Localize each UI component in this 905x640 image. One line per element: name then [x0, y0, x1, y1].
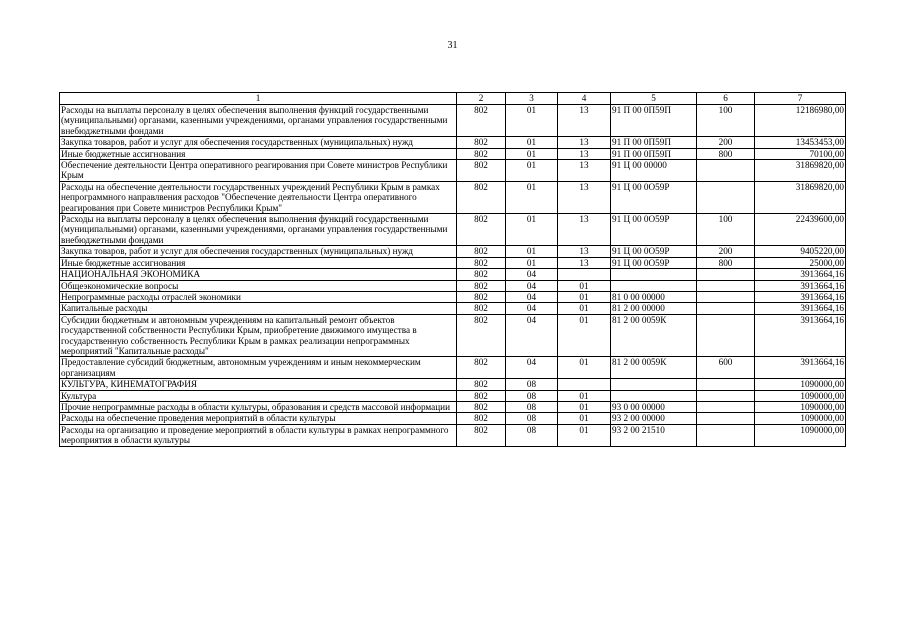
- amount: 1090000,00: [755, 424, 846, 446]
- table-row: [60, 413, 846, 424]
- table-row: [60, 160, 846, 182]
- subsection-code: 01: [558, 280, 611, 291]
- amount: 3913664,16: [755, 357, 846, 379]
- ministry-code: 802: [457, 357, 506, 379]
- target-article-code: [611, 390, 697, 401]
- ministry-code: 802: [457, 269, 506, 280]
- amount: 22439600,00: [755, 214, 846, 246]
- ministry-code: 802: [457, 314, 506, 357]
- row-description: Иные бюджетные ассигнования: [60, 257, 457, 268]
- expense-type-code: [697, 269, 755, 280]
- amount: 1090000,00: [755, 390, 846, 401]
- budget-table: [59, 92, 846, 447]
- row-description: Общеэкономические вопросы: [60, 280, 457, 291]
- subsection-code: 13: [558, 160, 611, 182]
- expense-type-code: [697, 379, 755, 390]
- subsection-code: 01: [558, 291, 611, 302]
- row-description: Культура: [60, 390, 457, 401]
- amount: 3913664,16: [755, 314, 846, 357]
- section-code: 04: [506, 291, 558, 302]
- ministry-code: 802: [457, 413, 506, 424]
- row-description: Расходы на обеспечение проведения мероприятий в области культуры: [60, 413, 457, 424]
- row-description: Иные бюджетные ассигнования: [60, 148, 457, 159]
- amount: 31869820,00: [755, 160, 846, 182]
- amount: 3913664,16: [755, 291, 846, 302]
- subsection-code: 01: [558, 303, 611, 314]
- table-row: [60, 257, 846, 268]
- subsection-code: 01: [558, 424, 611, 446]
- subsection-code: 01: [558, 401, 611, 412]
- expense-type-code: [697, 314, 755, 357]
- section-code: 08: [506, 379, 558, 390]
- row-description: Прочие непрограммные расходы в области культуры, образования и средств массовой информации: [60, 401, 457, 412]
- column-header: 1: [60, 93, 457, 105]
- subsection-code: 13: [558, 214, 611, 246]
- table-row: [60, 401, 846, 412]
- target-article-code: 91 П 00 0П59П: [611, 105, 697, 137]
- target-article-code: 93 2 00 21510: [611, 424, 697, 446]
- table-row: [60, 137, 846, 148]
- column-header: 5: [611, 93, 697, 105]
- expense-type-code: [697, 401, 755, 412]
- section-code: 01: [506, 181, 558, 213]
- expense-type-code: [697, 181, 755, 213]
- row-description: КУЛЬТУРА, КИНЕМАТОГРАФИЯ: [60, 379, 457, 390]
- subsection-code: 01: [558, 413, 611, 424]
- table-row: [60, 148, 846, 159]
- ministry-code: 802: [457, 390, 506, 401]
- target-article-code: [611, 379, 697, 390]
- header-row: [60, 93, 846, 105]
- table-row: [60, 269, 846, 280]
- expense-type-code: 100: [697, 105, 755, 137]
- row-description: Расходы на выплаты персоналу в целях обеспечения выполнения функций государственными (муниципальными) органами, казенными учреждениями, органами управления государственными внебюджетными фондами: [60, 105, 457, 137]
- page-number: 31: [447, 40, 458, 51]
- row-description: Расходы на организацию и проведение мероприятий в области культуры в рамках непрограммного мероприятия в области культуры: [60, 424, 457, 446]
- ministry-code: 802: [457, 181, 506, 213]
- amount: 13453453,00: [755, 137, 846, 148]
- subsection-code: 13: [558, 246, 611, 257]
- column-header: 2: [457, 93, 506, 105]
- amount: 25000,00: [755, 257, 846, 268]
- target-article-code: 93 2 00 00000: [611, 413, 697, 424]
- expense-type-code: [697, 390, 755, 401]
- table-row: [60, 390, 846, 401]
- section-code: 08: [506, 390, 558, 401]
- section-code: 04: [506, 314, 558, 357]
- table-row: [60, 303, 846, 314]
- expense-type-code: 200: [697, 137, 755, 148]
- row-description: Расходы на выплаты персоналу в целях обеспечения выполнения функций государственными (муниципальными) органами, казенными учреждениями, органами управления государственными внебюджетными фондами: [60, 214, 457, 246]
- row-description: Непрограммные расходы отраслей экономики: [60, 291, 457, 302]
- section-code: 08: [506, 413, 558, 424]
- section-code: 01: [506, 137, 558, 148]
- section-code: 01: [506, 214, 558, 246]
- expense-type-code: 600: [697, 357, 755, 379]
- section-code: 01: [506, 148, 558, 159]
- target-article-code: 91 Ц 00 0О59Р: [611, 246, 697, 257]
- expense-type-code: 200: [697, 246, 755, 257]
- expense-type-code: [697, 303, 755, 314]
- target-article-code: 91 Ц 00 0О59Р: [611, 257, 697, 268]
- row-description: Капитальные расходы: [60, 303, 457, 314]
- row-description: Обеспечение деятельности Центра оперативного реагирования при Совете министров Республики Крым: [60, 160, 457, 182]
- subsection-code: [558, 269, 611, 280]
- expense-type-code: [697, 291, 755, 302]
- amount: 3913664,16: [755, 303, 846, 314]
- ministry-code: 802: [457, 105, 506, 137]
- ministry-code: 802: [457, 137, 506, 148]
- section-code: 01: [506, 246, 558, 257]
- row-description: Закупка товаров, работ и услуг для обеспечения государственных (муниципальных) нужд: [60, 246, 457, 257]
- subsection-code: 01: [558, 314, 611, 357]
- section-code: 08: [506, 424, 558, 446]
- target-article-code: 93 0 00 00000: [611, 401, 697, 412]
- ministry-code: 802: [457, 379, 506, 390]
- target-article-code: 91 П 00 0П59П: [611, 137, 697, 148]
- target-article-code: [611, 269, 697, 280]
- expense-type-code: [697, 424, 755, 446]
- target-article-code: 91 Ц 00 0О59Р: [611, 214, 697, 246]
- section-code: 04: [506, 269, 558, 280]
- expense-type-code: 800: [697, 148, 755, 159]
- table-row: [60, 424, 846, 446]
- target-article-code: 91 П 00 0П59П: [611, 148, 697, 159]
- subsection-code: 01: [558, 357, 611, 379]
- ministry-code: 802: [457, 148, 506, 159]
- expense-type-code: 800: [697, 257, 755, 268]
- section-code: 01: [506, 105, 558, 137]
- table-row: [60, 214, 846, 246]
- ministry-code: 802: [457, 303, 506, 314]
- subsection-code: 13: [558, 105, 611, 137]
- ministry-code: 802: [457, 246, 506, 257]
- section-code: 01: [506, 160, 558, 182]
- table-row: [60, 181, 846, 213]
- table-row: [60, 246, 846, 257]
- amount: 3913664,16: [755, 269, 846, 280]
- table-row: [60, 280, 846, 291]
- expense-type-code: 100: [697, 214, 755, 246]
- column-header: 7: [755, 93, 846, 105]
- column-header: 6: [697, 93, 755, 105]
- ministry-code: 802: [457, 401, 506, 412]
- target-article-code: 81 0 00 00000: [611, 291, 697, 302]
- subsection-code: 01: [558, 390, 611, 401]
- target-article-code: 91 Ц 00 00000: [611, 160, 697, 182]
- expense-type-code: [697, 280, 755, 291]
- column-header: 3: [506, 93, 558, 105]
- row-description: Расходы на обеспечение деятельности государственных учреждений Республики Крым в рамках непрограммного направлвения расходов "Обеспечение деятельности Центра оперативного реагирования при Совете министров Республики Крым": [60, 181, 457, 213]
- ministry-code: 802: [457, 257, 506, 268]
- expense-type-code: [697, 160, 755, 182]
- section-code: 04: [506, 303, 558, 314]
- table-row: [60, 357, 846, 379]
- section-code: 04: [506, 357, 558, 379]
- ministry-code: 802: [457, 291, 506, 302]
- target-article-code: [611, 280, 697, 291]
- column-header: 4: [558, 93, 611, 105]
- subsection-code: [558, 379, 611, 390]
- amount: 9405220,00: [755, 246, 846, 257]
- ministry-code: 802: [457, 280, 506, 291]
- amount: 3913664,16: [755, 280, 846, 291]
- ministry-code: 802: [457, 160, 506, 182]
- ministry-code: 802: [457, 424, 506, 446]
- subsection-code: 13: [558, 181, 611, 213]
- subsection-code: 13: [558, 257, 611, 268]
- target-article-code: 81 2 00 0059К: [611, 357, 697, 379]
- row-description: НАЦИОНАЛЬНАЯ ЭКОНОМИКА: [60, 269, 457, 280]
- target-article-code: 81 2 00 0059К: [611, 314, 697, 357]
- row-description: Закупка товаров, работ и услуг для обеспечения государственных (муниципальных) нужд: [60, 137, 457, 148]
- table-row: [60, 105, 846, 137]
- expense-type-code: [697, 413, 755, 424]
- amount: 1090000,00: [755, 379, 846, 390]
- table-row: [60, 314, 846, 357]
- subsection-code: 13: [558, 148, 611, 159]
- section-code: 01: [506, 257, 558, 268]
- section-code: 04: [506, 280, 558, 291]
- target-article-code: 91 Ц 00 0О59Р: [611, 181, 697, 213]
- amount: 31869820,00: [755, 181, 846, 213]
- section-code: 08: [506, 401, 558, 412]
- amount: 70100,00: [755, 148, 846, 159]
- amount: 1090000,00: [755, 401, 846, 412]
- row-description: Субсидии бюджетным и автономным учреждениям на капитальный ремонт объектов государственной собственности Республики Крым, приобретение движимого имущества в государственную собственность Республики Крым в рамках реализации непрограммных мероприятий "Капитальные расходы": [60, 314, 457, 357]
- amount: 12186980,00: [755, 105, 846, 137]
- amount: 1090000,00: [755, 413, 846, 424]
- table-row: [60, 291, 846, 302]
- target-article-code: 81 2 00 00000: [611, 303, 697, 314]
- table-row: [60, 379, 846, 390]
- subsection-code: 13: [558, 137, 611, 148]
- row-description: Предоставление субсидий бюджетным, автономным учреждениям и иным некоммерческим организациям: [60, 357, 457, 379]
- ministry-code: 802: [457, 214, 506, 246]
